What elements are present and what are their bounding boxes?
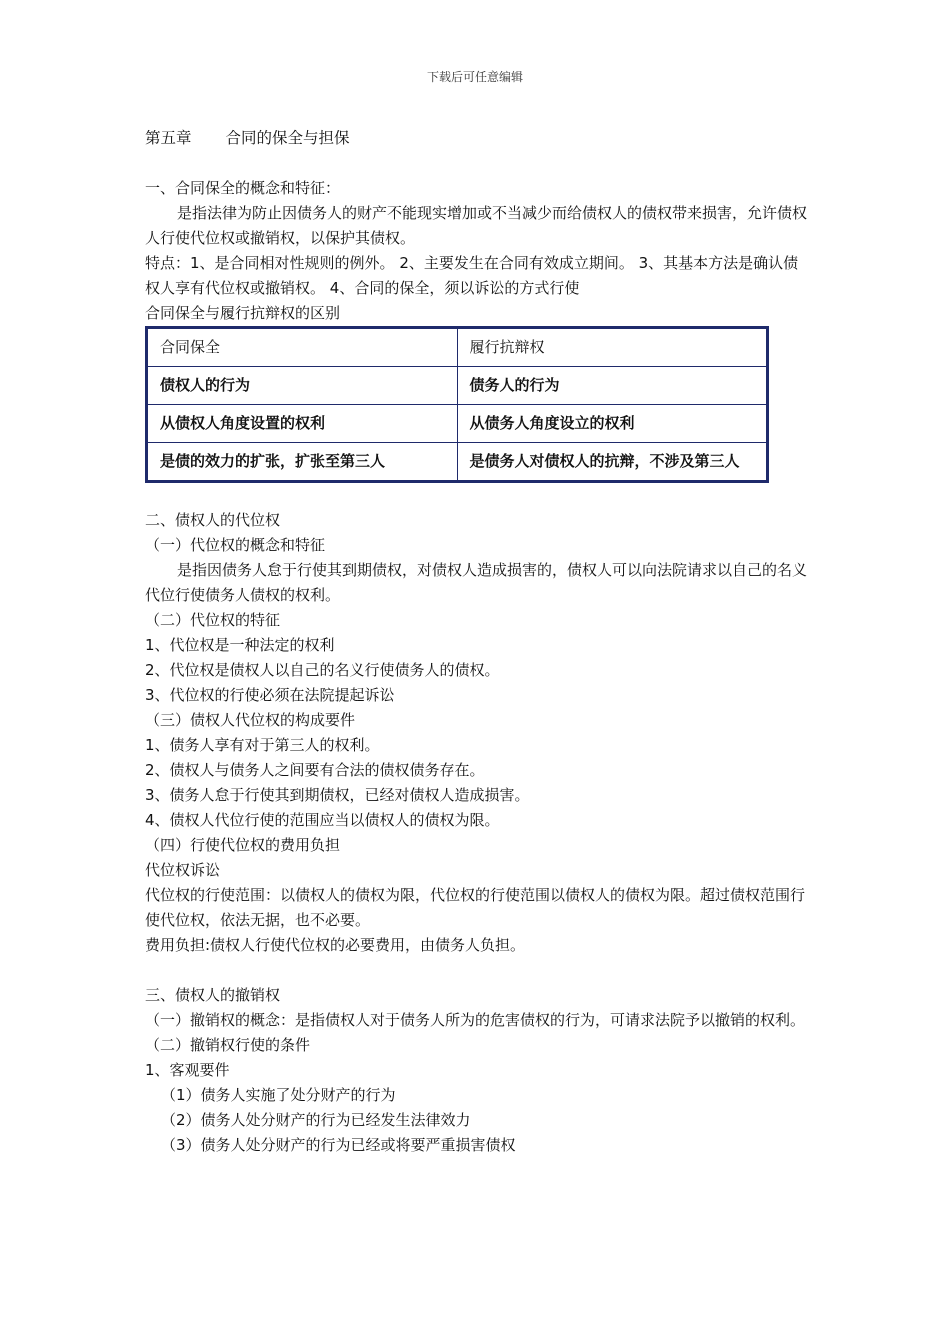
list-item: 1、债务人享有对于第三人的权利。	[145, 736, 380, 754]
section3-sub1: （一）撤销权的概念：是指债权人对于债务人所为的危害债权的行为，可请求法院予以撤销的权利。	[145, 1011, 806, 1029]
section3-sub2: （二）撤销权行使的条件	[145, 1036, 311, 1054]
list-item: （2）债务人处分财产的行为已经发生法律效力	[161, 1111, 471, 1129]
table-cell: 是债的效力的扩张，扩张至第三人	[147, 443, 458, 482]
lawsuit-label: 代位权诉讼	[145, 861, 221, 879]
document-body	[145, 126, 810, 1158]
table-cell: 债务人的行为	[457, 367, 768, 405]
chapter-name: 合同的保全与担保	[225, 129, 350, 147]
section2-sub1-text: 是指因债务人怠于行使其到期债权，对债权人造成损害的，债权人可以向法院请求以自己的名义代位行使债务人债权的权利。	[145, 561, 808, 604]
cost-paragraph: 费用负担:债权人行使代位权的必要费用，由债务人负担。	[145, 936, 526, 954]
section2-sub4: （四）行使代位权的费用负担	[145, 836, 341, 854]
section2-sub1: （一）代位权的概念和特征	[145, 536, 326, 554]
table-cell: 债权人的行为	[147, 367, 458, 405]
table-cell: 是债务人对债权人的抗辩，不涉及第三人	[457, 443, 768, 482]
list-item: 3、债务人怠于行使其到期债权，已经对债权人造成损害。	[145, 786, 530, 804]
table-header-cell: 合同保全	[147, 328, 458, 367]
list-item: 2、代位权是债权人以自己的名义行使债务人的债权。	[145, 661, 500, 679]
table-header-cell: 履行抗辩权	[457, 328, 768, 367]
scope-paragraph: 代位权的行使范围：以债权人的债权为限，代位权的行使范围以债权人的债权为限。超过债权范围行使代位权，依法无据，也不必要。	[145, 886, 806, 929]
comparison-table	[145, 326, 769, 483]
section1-features: 特点：1、是合同相对性规则的例外。 2、主要发生在合同有效成立期间。 3、其基本方法是确认债权人享有代位权或撤销权。 4、合同的保全，须以诉讼的方式行使	[145, 254, 799, 297]
section1-definition: 是指法律为防止因债务人的财产不能现实增加或不当减少而给债权人的债权带来损害，允许债权人行使代位权或撤销权，以保护其债权。	[145, 204, 808, 247]
table-cell: 从债权人角度设置的权利	[147, 405, 458, 443]
table-caption: 合同保全与履行抗辩权的区别	[145, 304, 341, 322]
list-item: 3、代位权的行使必须在法院提起诉讼	[145, 686, 395, 704]
table-header-row	[147, 328, 768, 367]
list-item: 2、债权人与债务人之间要有合法的债权债务存在。	[145, 761, 485, 779]
section2-heading: 二、债权人的代位权	[145, 511, 281, 529]
chapter-title	[145, 126, 810, 151]
table-row	[147, 443, 768, 482]
objective-heading: 1、客观要件	[145, 1061, 230, 1079]
table-cell: 从债务人角度设立的权利	[457, 405, 768, 443]
section2-sub3: （三）债权人代位权的构成要件	[145, 711, 356, 729]
list-item: 4、债权人代位行使的范围应当以债权人的债权为限。	[145, 811, 500, 829]
chapter-number: 第五章	[145, 129, 192, 147]
list-item: （3）债务人处分财产的行为已经或将要严重损害债权	[161, 1136, 516, 1154]
table-row	[147, 367, 768, 405]
list-item: （1）债务人实施了处分财产的行为	[161, 1086, 396, 1104]
page-header: 下载后可任意编辑	[426, 70, 523, 84]
section2-sub2: （二）代位权的特征	[145, 611, 281, 629]
table-row	[147, 405, 768, 443]
list-item: 1、代位权是一种法定的权利	[145, 636, 335, 654]
section1-heading: 一、合同保全的概念和特征：	[145, 179, 341, 197]
section3-heading: 三、债权人的撤销权	[145, 986, 281, 1004]
